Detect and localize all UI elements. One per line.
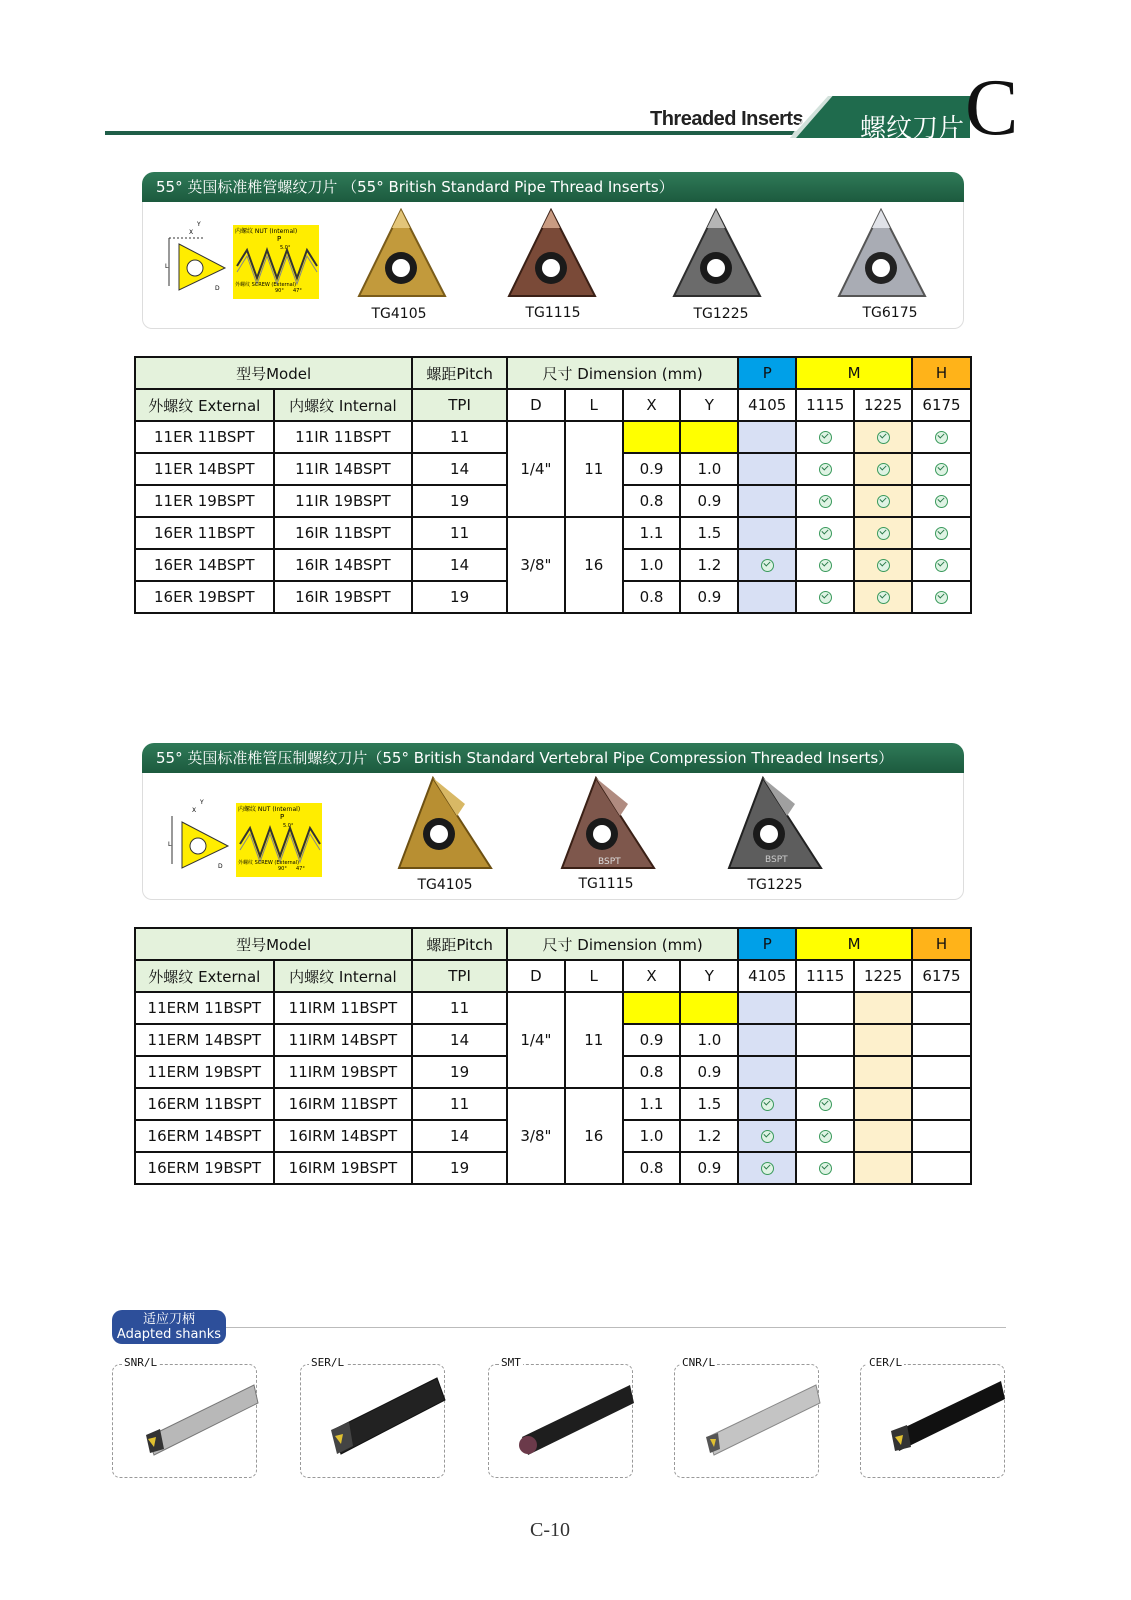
cell-1225 [854, 485, 912, 517]
cell-y: 1.2 [680, 549, 738, 581]
cell-6175 [912, 1056, 971, 1088]
cell-internal: 16IRM 19BSPT [274, 1152, 413, 1184]
insert-image-tg1225-pressed [725, 776, 825, 871]
cell-6175 [912, 453, 971, 485]
check-icon [761, 559, 774, 572]
svg-text:90°: 90° [278, 866, 287, 872]
insert-image-tg4105-pressed [395, 776, 495, 871]
cell-y [680, 421, 738, 453]
cell-1115 [796, 485, 854, 517]
cell-4105 [738, 421, 796, 453]
header-x: X [623, 960, 681, 992]
header-grade-h: H [912, 928, 971, 960]
header-tpi: TPI [412, 960, 507, 992]
cell-internal: 16IR 11BSPT [274, 517, 413, 549]
cell-x [623, 992, 681, 1024]
check-icon [877, 591, 890, 604]
cell-4105 [738, 581, 796, 613]
insert-image-tg1115-pressed [558, 776, 658, 871]
table-row [135, 421, 971, 453]
header-1225: 1225 [854, 389, 912, 421]
cell-tpi: 14 [412, 549, 507, 581]
header-6175: 6175 [912, 960, 971, 992]
cell-external: 11ER 11BSPT [135, 421, 274, 453]
cell-4105 [738, 1024, 796, 1056]
cell-1115 [796, 581, 854, 613]
table-row [135, 992, 971, 1024]
cell-6175 [912, 1120, 971, 1152]
cell-y: 0.9 [680, 485, 738, 517]
cell-internal: 11IR 14BSPT [274, 453, 413, 485]
insert-caption: TG4105 [417, 877, 473, 893]
check-icon [761, 1098, 774, 1111]
cell-tpi: 11 [412, 992, 507, 1024]
cell-tpi: 11 [412, 421, 507, 453]
check-icon [819, 495, 832, 508]
cell-1115 [796, 421, 854, 453]
cell-internal: 11IRM 19BSPT [274, 1056, 413, 1088]
svg-text:内螺纹 NUT (Internal): 内螺纹 NUT (Internal) [235, 228, 298, 235]
cell-tpi: 11 [412, 517, 507, 549]
svg-text:外螺纹 SCREW (External): 外螺纹 SCREW (External) [235, 282, 297, 288]
svg-text:Y: Y [197, 221, 201, 228]
cell-external: 16ER 11BSPT [135, 517, 274, 549]
check-icon [935, 463, 948, 476]
cell-d: 1/4" [507, 421, 565, 517]
check-icon [819, 1130, 832, 1143]
header-1115: 1115 [796, 389, 854, 421]
cell-6175 [912, 1024, 971, 1056]
cell-tpi: 14 [412, 453, 507, 485]
cell-6175 [912, 581, 971, 613]
cell-4105 [738, 485, 796, 517]
table-row [135, 517, 971, 549]
cell-1115 [796, 453, 854, 485]
shank-image-cer [885, 1375, 1007, 1465]
cell-1115 [796, 517, 854, 549]
section1-thread-diagram [165, 220, 325, 302]
svg-text:P: P [280, 813, 285, 821]
check-icon [877, 495, 890, 508]
shanks-title-en: Adapted shanks [116, 1327, 222, 1342]
header-dimension: 尺寸 Dimension (mm) [507, 928, 738, 960]
svg-text:D: D [215, 285, 220, 292]
header-grade-p: P [738, 357, 796, 389]
shank-label: SER/L [311, 1356, 345, 1369]
cell-internal: 11IRM 14BSPT [274, 1024, 413, 1056]
check-icon [935, 527, 948, 540]
cell-1115 [796, 1024, 854, 1056]
cell-external: 16ERM 19BSPT [135, 1152, 274, 1184]
check-icon [819, 559, 832, 572]
insert-caption: TG1115 [525, 305, 581, 321]
check-icon [935, 591, 948, 604]
check-icon [877, 431, 890, 444]
shanks-title-cn: 适应刀柄 [142, 1312, 195, 1327]
cell-tpi: 14 [412, 1024, 507, 1056]
section-letter: C [965, 64, 1019, 152]
section2-thread-diagram [168, 798, 328, 880]
insert-caption: TG6175 [862, 305, 918, 321]
cell-y [680, 992, 738, 1024]
cell-y: 0.9 [680, 1152, 738, 1184]
check-icon [935, 495, 948, 508]
check-icon [935, 431, 948, 444]
header-pitch: 螺距Pitch [412, 928, 507, 960]
check-icon [819, 1098, 832, 1111]
header-grade-p: P [738, 928, 796, 960]
svg-text:47°: 47° [296, 866, 305, 872]
cell-tpi: 19 [412, 581, 507, 613]
cell-internal: 16IR 19BSPT [274, 581, 413, 613]
check-icon [935, 559, 948, 572]
svg-text:外螺纹 SCREW (External): 外螺纹 SCREW (External) [238, 860, 300, 866]
cell-l: 16 [565, 1088, 623, 1184]
header-d: D [507, 389, 565, 421]
insert-image-tg1115 [505, 208, 600, 303]
cell-tpi: 11 [412, 1088, 507, 1120]
svg-text:L: L [165, 263, 169, 270]
shanks-rule [226, 1327, 1006, 1328]
cell-external: 11ER 19BSPT [135, 485, 274, 517]
cell-6175 [912, 517, 971, 549]
spec-table-1 [134, 356, 972, 614]
check-icon [877, 527, 890, 540]
cell-external: 16ER 14BSPT [135, 549, 274, 581]
shank-image-snr [140, 1375, 260, 1465]
cell-x [623, 421, 681, 453]
cell-y: 1.0 [680, 453, 738, 485]
cell-l: 11 [565, 421, 623, 517]
check-icon [761, 1162, 774, 1175]
svg-text:内螺纹 NUT (Internal): 内螺纹 NUT (Internal) [238, 806, 301, 813]
page-number: C-10 [530, 1519, 570, 1541]
cell-1225 [854, 1088, 912, 1120]
cell-6175 [912, 549, 971, 581]
cell-1115 [796, 1056, 854, 1088]
cell-1115 [796, 1120, 854, 1152]
insert-caption: TG1225 [747, 877, 803, 893]
header-external: 外螺纹 External [135, 960, 274, 992]
cell-l: 16 [565, 517, 623, 613]
svg-text:Y: Y [200, 799, 204, 806]
check-icon [819, 591, 832, 604]
cell-tpi: 19 [412, 1056, 507, 1088]
check-icon [819, 463, 832, 476]
insert-caption: TG4105 [371, 306, 427, 322]
cell-6175 [912, 421, 971, 453]
shank-label: SMT [501, 1356, 521, 1369]
header-tpi: TPI [412, 389, 507, 421]
shanks-badge [112, 1310, 226, 1344]
cell-x: 1.1 [623, 517, 681, 549]
cell-6175 [912, 1152, 971, 1184]
header-1115: 1115 [796, 960, 854, 992]
cell-1225 [854, 1152, 912, 1184]
header-external: 外螺纹 External [135, 389, 274, 421]
header-grade-m: M [796, 928, 912, 960]
cell-4105 [738, 549, 796, 581]
insert-caption: TG1225 [693, 306, 749, 322]
cell-y: 1.5 [680, 1088, 738, 1120]
cell-6175 [912, 485, 971, 517]
cell-x: 0.9 [623, 453, 681, 485]
cell-1225 [854, 1024, 912, 1056]
svg-text:90°: 90° [275, 288, 284, 294]
check-icon [819, 527, 832, 540]
section1-title: 55° 英国标准椎管螺纹刀片 （55° British Standard Pipe Thread Inserts） [142, 172, 964, 202]
svg-text:BSPT: BSPT [765, 855, 788, 865]
shank-label: SNR/L [124, 1356, 158, 1369]
header-internal: 内螺纹 Internal [274, 960, 413, 992]
header-internal: 内螺纹 Internal [274, 389, 413, 421]
table-row [135, 1088, 971, 1120]
svg-text:X: X [189, 229, 194, 236]
cell-tpi: 14 [412, 1120, 507, 1152]
cell-1225 [854, 517, 912, 549]
cell-1225 [854, 421, 912, 453]
cell-external: 11ER 14BSPT [135, 453, 274, 485]
cell-internal: 11IR 19BSPT [274, 485, 413, 517]
header-l: L [565, 960, 623, 992]
cell-x: 1.0 [623, 1120, 681, 1152]
svg-text:L: L [168, 841, 172, 848]
cell-x: 0.8 [623, 1056, 681, 1088]
cell-1225 [854, 453, 912, 485]
cell-internal: 16IRM 11BSPT [274, 1088, 413, 1120]
svg-text:P: P [277, 235, 282, 243]
cell-1115 [796, 549, 854, 581]
svg-text:X: X [192, 807, 197, 814]
cell-4105 [738, 1088, 796, 1120]
header-title-en: Threaded Inserts [650, 108, 804, 130]
cell-4105 [738, 453, 796, 485]
cell-6175 [912, 992, 971, 1024]
cell-x: 1.0 [623, 549, 681, 581]
insert-image-tg6175 [835, 208, 930, 303]
cell-external: 16ERM 14BSPT [135, 1120, 274, 1152]
check-icon [877, 559, 890, 572]
cell-l: 11 [565, 992, 623, 1088]
cell-tpi: 19 [412, 1152, 507, 1184]
cell-1225 [854, 549, 912, 581]
cell-d: 3/8" [507, 1088, 565, 1184]
header-4105: 4105 [738, 389, 796, 421]
cell-external: 11ERM 14BSPT [135, 1024, 274, 1056]
cell-external: 11ERM 11BSPT [135, 992, 274, 1024]
header-y: Y [680, 960, 738, 992]
header-model: 型号Model [135, 357, 412, 389]
cell-1225 [854, 992, 912, 1024]
cell-internal: 11IRM 11BSPT [274, 992, 413, 1024]
cell-d: 3/8" [507, 517, 565, 613]
check-icon [761, 1130, 774, 1143]
cell-1115 [796, 1088, 854, 1120]
shank-label: CNR/L [682, 1356, 716, 1369]
header-1225: 1225 [854, 960, 912, 992]
cell-4105 [738, 1152, 796, 1184]
svg-text:5.0°: 5.0° [280, 245, 291, 251]
header-dimension: 尺寸 Dimension (mm) [507, 357, 738, 389]
check-icon [819, 1162, 832, 1175]
shank-image-cnr [700, 1375, 822, 1465]
cell-external: 11ERM 19BSPT [135, 1056, 274, 1088]
header-d: D [507, 960, 565, 992]
cell-d: 1/4" [507, 992, 565, 1088]
cell-internal: 11IR 11BSPT [274, 421, 413, 453]
cell-x: 0.8 [623, 485, 681, 517]
svg-text:5.0°: 5.0° [283, 823, 294, 829]
check-icon [819, 431, 832, 444]
cell-internal: 16IR 14BSPT [274, 549, 413, 581]
shank-image-ser [325, 1372, 447, 1467]
header-model: 型号Model [135, 928, 412, 960]
cell-x: 0.8 [623, 581, 681, 613]
header-rule [105, 131, 825, 135]
cell-4105 [738, 517, 796, 549]
insert-image-tg1225 [670, 208, 765, 303]
cell-y: 1.5 [680, 517, 738, 549]
cell-4105 [738, 1056, 796, 1088]
cell-y: 1.0 [680, 1024, 738, 1056]
cell-1225 [854, 1120, 912, 1152]
section2-title: 55° 英国标准椎管压制螺纹刀片（55° British Standard Vertebral Pipe Compression Threaded Inserts） [142, 743, 964, 773]
svg-text:D: D [218, 863, 223, 870]
cell-external: 16ERM 11BSPT [135, 1088, 274, 1120]
cell-1225 [854, 581, 912, 613]
header-grade-h: H [912, 357, 971, 389]
check-icon [877, 463, 890, 476]
header-pitch: 螺距Pitch [412, 357, 507, 389]
header-title-cn: 螺纹刀片 [860, 114, 965, 144]
header-l: L [565, 389, 623, 421]
cell-4105 [738, 992, 796, 1024]
spec-table-2 [134, 927, 972, 1185]
cell-internal: 16IRM 14BSPT [274, 1120, 413, 1152]
cell-tpi: 19 [412, 485, 507, 517]
cell-6175 [912, 1088, 971, 1120]
cell-1225 [854, 1056, 912, 1088]
shank-label: CER/L [869, 1356, 903, 1369]
cell-y: 0.9 [680, 1056, 738, 1088]
cell-external: 16ER 19BSPT [135, 581, 274, 613]
cell-y: 1.2 [680, 1120, 738, 1152]
cell-1115 [796, 1152, 854, 1184]
cell-x: 0.9 [623, 1024, 681, 1056]
cell-x: 0.8 [623, 1152, 681, 1184]
cell-1115 [796, 992, 854, 1024]
header-grade-m: M [796, 357, 912, 389]
header-x: X [623, 389, 681, 421]
header-4105: 4105 [738, 960, 796, 992]
header-6175: 6175 [912, 389, 971, 421]
header-y: Y [680, 389, 738, 421]
cell-y: 0.9 [680, 581, 738, 613]
cell-x: 1.1 [623, 1088, 681, 1120]
insert-caption: TG1115 [578, 876, 634, 892]
svg-text:BSPT: BSPT [598, 857, 621, 867]
shank-image-smt [512, 1375, 637, 1465]
insert-image-tg4105 [355, 208, 450, 303]
svg-text:47°: 47° [293, 288, 302, 294]
cell-4105 [738, 1120, 796, 1152]
